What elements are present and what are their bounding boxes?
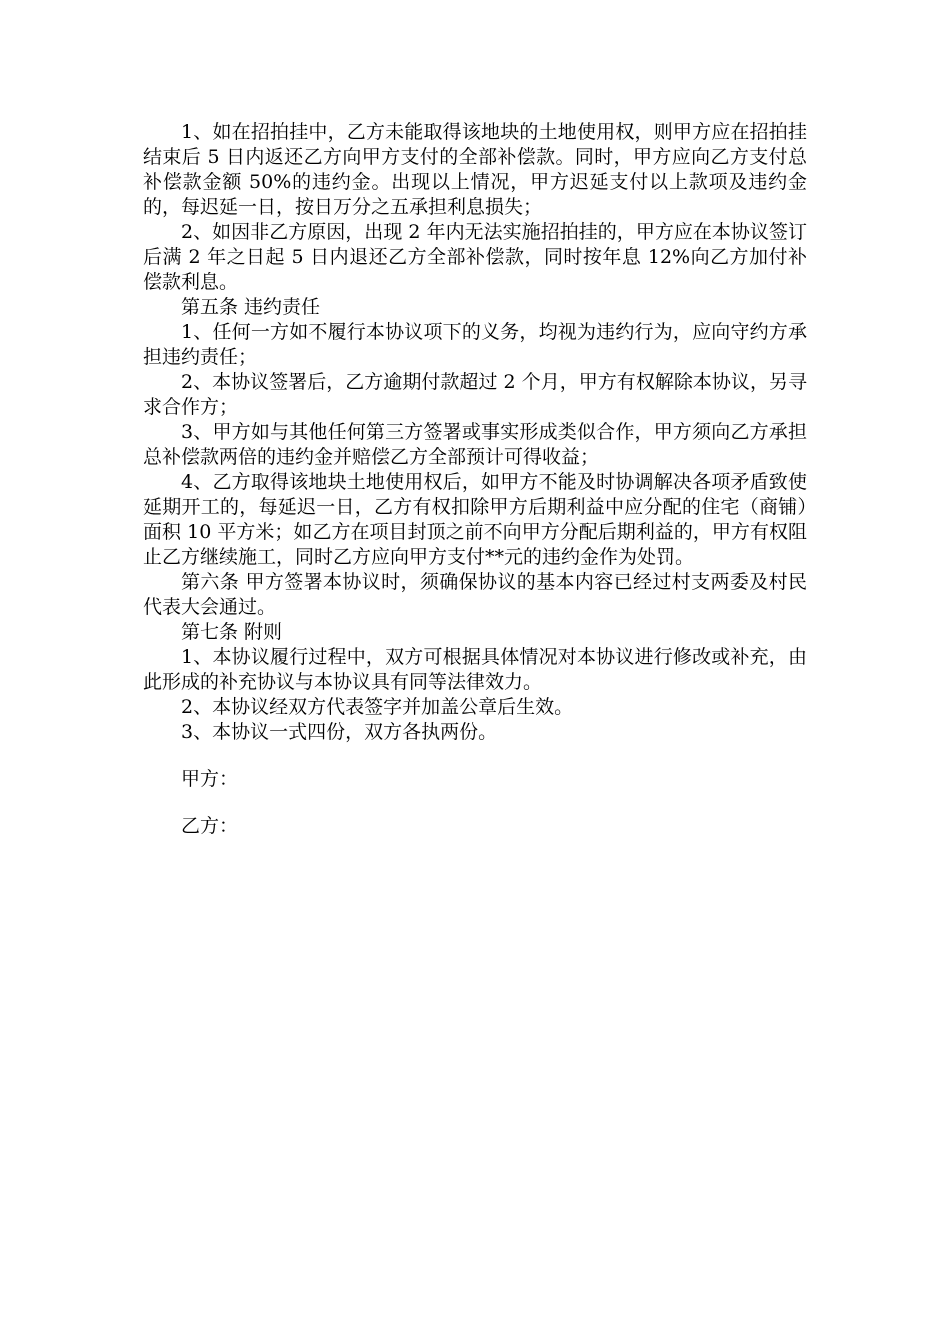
clause-paragraph: 3、本协议一式四份，双方各执两份。 — [181, 721, 498, 743]
document-page — [143, 120, 807, 839]
clause-paragraph: 2、本协议经双方代表签字并加盖公章后生效。 — [181, 696, 574, 718]
section-heading: 第五条 违约责任 — [181, 296, 321, 318]
signature-spacer — [143, 792, 807, 814]
clause-paragraph: 2、如因非乙方原因，出现 2 年内无法实施招拍挂的，甲方应在本协议签订后满 2 年之日起 5 日内退还乙方全部补偿款，同时按年息 12%向乙方加付补偿款利息。 — [143, 221, 807, 293]
section-heading: 第六条 甲方签署本协议时，须确保协议的基本内容已经过村支两委及村民代表大会通过。 — [143, 571, 807, 618]
clause-paragraph: 1、如在招拍挂中，乙方未能取得该地块的土地使用权，则甲方应在招拍挂结束后 5 日内返还乙方向甲方支付的全部补偿款。同时，甲方应向乙方支付总补偿款金额 50%的违约金。出现以上情况，甲方迟延支付以上款项及违约金的，每迟延一日，按日万分之五承担利息损失； — [143, 121, 807, 218]
clause-paragraph: 1、任何一方如不履行本协议项下的义务，均视为违约行为，应向守约方承担违约责任； — [143, 321, 807, 368]
clause-paragraph: 3、甲方如与其他任何第三方签署或事实形成类似合作，甲方须向乙方承担总补偿款两倍的违约金并赔偿乙方全部预计可得收益； — [143, 421, 807, 468]
clause-paragraph: 2、本协议签署后，乙方逾期付款超过 2 个月，甲方有权解除本协议，另寻求合作方； — [143, 371, 807, 418]
party-b-signature-label: 乙方： — [181, 815, 239, 837]
clause-paragraph: 1、本协议履行过程中，双方可根据具体情况对本协议进行修改或补充，由此形成的补充协议与本协议具有同等法律效力。 — [143, 646, 807, 693]
signature-spacer — [143, 745, 807, 767]
clause-paragraph: 4、乙方取得该地块土地使用权后，如甲方不能及时协调解决各项矛盾致使延期开工的，每延迟一日，乙方有权扣除甲方后期利益中应分配的住宅（商铺）面积 10 平方米；如乙方在项目封顶之前不向甲方分配后期利益的，甲方有权阻止乙方继续施工，同时乙方应向甲方支付**元的违约金作为处罚。 — [143, 471, 807, 568]
party-a-signature-label: 甲方： — [181, 768, 239, 790]
section-heading: 第七条 附则 — [181, 621, 283, 643]
